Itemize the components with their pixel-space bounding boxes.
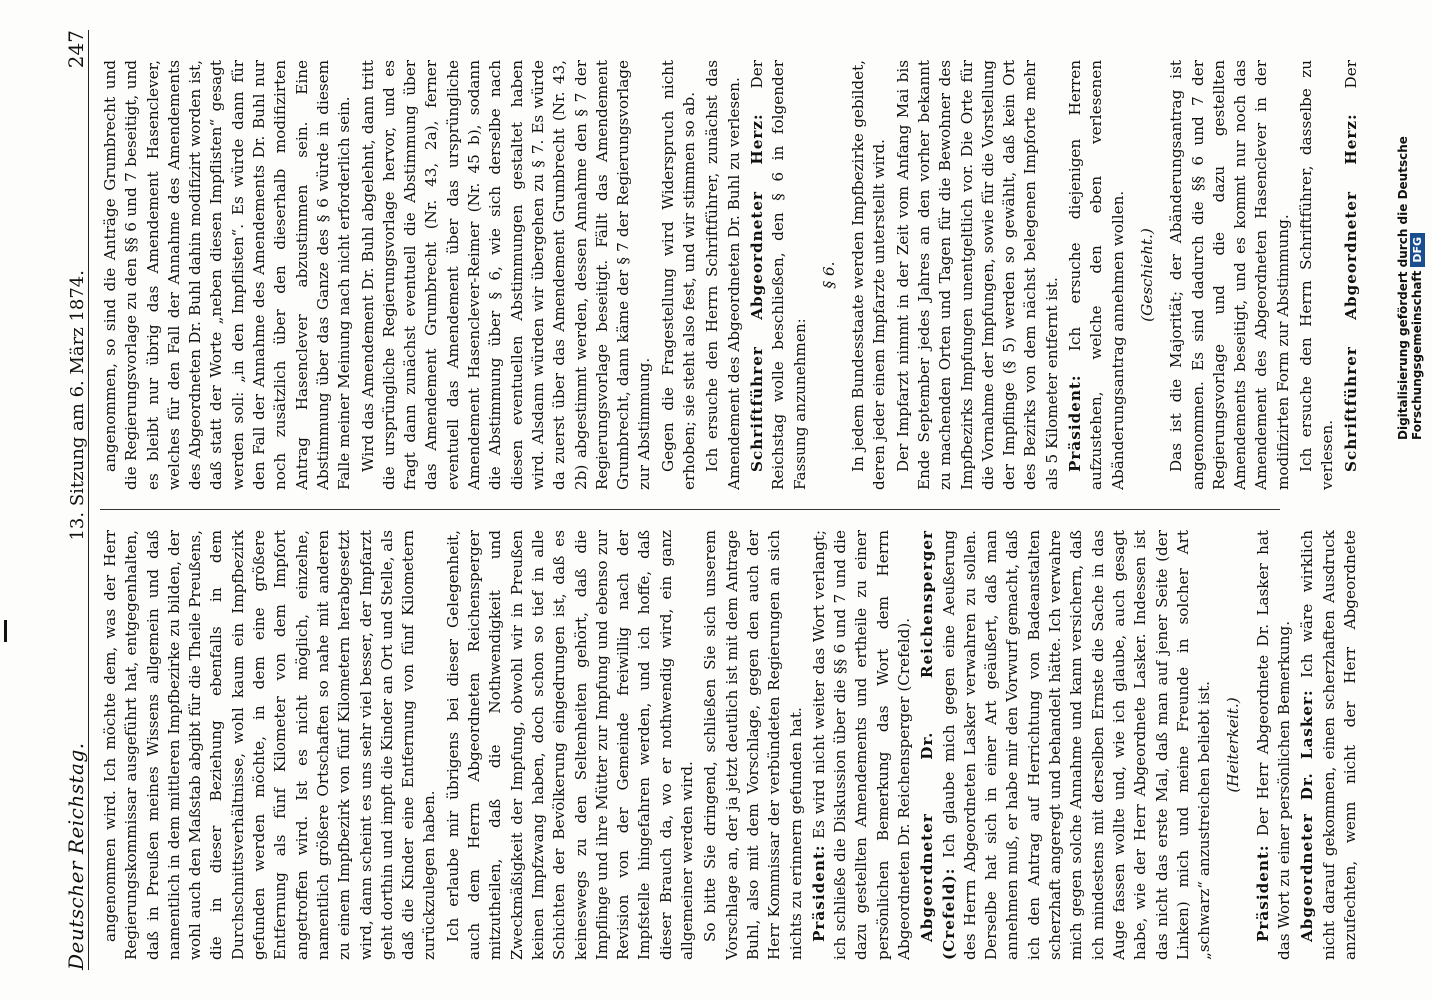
paragraph	[1297, 530, 1360, 960]
digitization-credit	[1396, 0, 1425, 440]
paragraph-text: angenommen wird. Ich möchte dem, was der Herr Regierungskommissar ausgeführt hat, entgegenhalten, daß in Preußen meines Wissens allgemein und daß namentlich in dem mittleren Impfbezirke zu bilden, der wohl auch den Maßstab abgibt für die Theile Preußens, die in dieser Beziehung ebenfalls in dem Durchschnittsverhältnisse, wohl kaum ein Impfbezirk gefunden werden möchte, in dem eine größere Entfernung als fünf Kilometer von dem Impfort angetroffen wird. Ist es nicht möglich, einzelne, namentlich größere Ortschaften so nahe mit anderen zu einem Impfbezirk von fünf Kilometern herabgesetzt wird, dann scheint es uns sehr viel besser, der Impfarzt geht dorthin und impft die Kinder an Ort und Stelle, als daß die Kinder eine Entfernung von fünf Kilometern zurückzulegen haben.	[101, 530, 439, 960]
paragraph-text: Ich ersuche diejenigen Herren aufzustehen, welche den eben verlesenen Abänderungsantrag annehmen wollen.	[1066, 60, 1127, 490]
speaker-name: Schriftführer Abgeordneter Herz:	[747, 113, 766, 472]
paragraph	[1341, 60, 1360, 490]
paragraph	[893, 60, 1063, 490]
paragraph-text: Es wird nicht weiter das Wort verlangt; ich schließe die Diskussion über die §§ 6 und 7 und die dazu gestellten Amendements und ertheile zu einer persönlichen Bemerkung das Wort dem Herrn Abgeordneten Dr. Reichensperger (Crefeld).	[809, 530, 913, 960]
digitization-text: Digitalisierung gefördert durch die Deutsche Forschungsgemeinschaft	[1396, 136, 1424, 440]
paragraph	[443, 530, 699, 960]
dfg-logo: DFG	[1410, 233, 1425, 267]
paragraph-text: So bitte Sie dringend, schließen Sie sich unserem Vorschlage an, der ja jetzt deutlich ist mit dem Antrage Buhl, also mit dem Vorschlage, gegen den auch der Herr Kommissar der verbündeten Regierungen an sich nichts zu erinnern gefunden hat.	[701, 530, 805, 960]
paragraph-text: angenommen, so sind die Anträge Grumbrecht und die Regierungsvorlage zu den §§ 6 und 7 beseitigt, und es bleibt nur übrig das Amendement Hasenclever, welches für den Fall der Annahme des Amendements des Abgeordneten Dr. Buhl dahin modifizirt worden ist, daß statt der Worte „neben diesen Impflisten“ gesagt werden soll: „in den Impflisten“. Es würde dann für den Fall der Annahme des Amendements Dr. Buhl nur noch zusätzlich über den dieserhalb modifizirten Antrag Hasenclever abzustimmen sein. Eine Abstimmung über das Ganze des § 6 würde in diesem Falle meiner Meinung nach nicht erforderlich sein.	[101, 60, 354, 490]
paragraph	[1065, 60, 1129, 490]
left-text-column	[100, 530, 1360, 960]
paragraph	[1296, 60, 1339, 490]
paragraph	[100, 530, 441, 960]
paragraph-text: Das ist die Majorität; der Abänderungsantrag ist angenommen. Es sind dadurch die §§ 6 und 7 der Regierungsvorlage und die dazu gestellten Amendements beseitigt, und es kommt nur noch das Amendement des Abgeordneten Hasenclever in der modifizirten Form zur Abstimmung.	[1167, 60, 1292, 490]
paragraph	[848, 60, 891, 490]
paragraph-text: Ich glaube mich gegen eine Aeußerung des Herrn Abgeordneten Lasker verwahren zu sollen. Derselbe hat sich in einer Art geäußert, daß man annehmen muß, er habe mir den Vorwurf gemacht, daß ich den Antrag auf Herrichtung von Badeanstalten scherzhaft angeregt und behandelt hätte. Ich verwahre mich gegen solche Annahme und kann versichern, daß ich mindestens mit derselben Ernste die Sache in das Auge fassen wollte und, wie ich glaube, auch gesagt habe, wie der Herr Abgeordnete Lasker. Indessen ist das nicht das erste Mal, daß man auf jener Seite (der Linken) mich und meine Freunde in solcher Art „schwarz“ anzustreichen beliebt ist.	[939, 530, 1214, 960]
paragraph-text: Der Reichstag wolle beschließen, den § 6 in folgender Fassung anzunehmen:	[747, 60, 809, 490]
journal-title: Deutscher Reichstag.	[64, 742, 88, 970]
right-text-column	[100, 60, 1360, 490]
column-divider	[100, 509, 1280, 510]
paragraph-text: Ich wäre wirklich nicht darauf gekommen, einen scherzhaften Ausdruck anzufechten, wenn nicht der Herr Abgeordnete	[1298, 530, 1359, 960]
page-number: 247	[64, 30, 88, 69]
paragraph	[358, 60, 656, 490]
paragraph	[809, 530, 915, 960]
speaker-name: Abgeordneter Dr. Reichensperger (Crefeld):	[918, 530, 958, 960]
paragraph	[100, 60, 356, 490]
paragraph	[658, 60, 701, 490]
paragraph	[1166, 60, 1294, 490]
speaker-name: Präsident:	[809, 844, 828, 942]
paragraph-text: Ich ersuche den Herrn Schriftführer, dasselbe zu verlesen.	[1297, 60, 1337, 490]
paragraph-text: Der Impfarzt nimmt in der Zeit vom Anfang Mai bis Ende September jedes Jahres an den vorher bekannt zu machenden Orten und Tagen für die Bewohner des Impfbezirks Impfungen unentgeltlich vor. Die Orte für die Vornahme der Impfungen, sowie für die Vorstellung der Impflinge (§ 5) werden so gewählt, daß kein Ort des Bezirks von dem nächst belegenen Impforte mehr als 5 Kilometer entfernt ist.	[893, 60, 1061, 490]
speaker-name: Abgeordneter Dr. Lasker:	[1298, 689, 1317, 942]
paragraph-text: Ich erlaube mir übrigens bei dieser Gelegenheit, auch dem Herrn Abgeordneten Reichensperger mitzutheilen, daß die Nothwendigkeit und Zweckmäßigkeit der Impfung, obwohl wir in Preußen keinen Impfzwang haben, doch schon so tief in alle Schichten der Bevölkerung eingedrungen ist, daß es keineswegs zu den Seltenheiten gehört, daß die Impflinge und ihre Mütter zur Impfung und ebenso zur Revision von der Gemeinde freiwillig nach der Impfstelle hingefahren werden, und ich hoffe, daß dieser Brauch da, wo er nothwendig wird, ein ganz allgemeiner werden wird.	[443, 530, 697, 960]
paragraph	[700, 530, 806, 960]
speaker-name: Schriftführer Abgeordneter Herz:	[1341, 113, 1360, 472]
stage-direction: § 6.	[819, 261, 838, 289]
speaker-name: Präsident:	[1253, 844, 1272, 942]
stage-direction: (Heiterkeit.)	[1224, 697, 1243, 793]
paragraph-text: Der	[1341, 60, 1360, 89]
paragraph	[747, 60, 811, 490]
speaker-name: Präsident:	[1066, 374, 1085, 472]
paragraph-text: Ich ersuche den Herrn Schriftführer, zunächst das Amendement des Abgeordneten Dr. Buhl zu verlesen.	[703, 60, 743, 490]
session-line: 13. Sitzung am 6. März 1874.	[67, 270, 88, 541]
paragraph	[1253, 530, 1296, 960]
paragraph-text: Wird das Amendement Dr. Buhl abgelehnt, dann tritt die ursprüngliche Regierungsvorlage hervor, und es fragt dann zunächst eventuell die Abstimmung über das Amendement Grumbrecht (Nr. 43, 2a), ferner eventuell das Amendement über das ursprüngliche Amendement Hasenclever-Reimer (Nr. 45 b), sodann die Abstimmung über § 6, wie sich derselbe nach diesen eventuellen Abstimmungen gestaltet haben wird. Alsdann würden wir übergehen zu § 7. Es würde da zuerst über das Amendement Grumbrecht (Nr. 43, 2b) abgestimmt werden, dessen Annahme den § 7 der Regierungsvorlage beseitigt. Fällt das Amendement Grumbrecht, dann käme der § 7 der Regierungsvorlage zur Abstimmung.	[358, 60, 654, 490]
stage-direction: (Geschieht.)	[1137, 228, 1156, 322]
paragraph-text: Gegen die Fragestellung wird Widerspruch nicht erhoben; sie steht also fest, und wir stimmen so ab.	[658, 60, 699, 490]
paragraph	[917, 530, 1215, 960]
paragraph-text: Der Herr Abgeordnete Dr. Lasker hat das Wort zu einer persönlichen Bemerkung.	[1253, 530, 1294, 960]
paragraph	[702, 60, 745, 490]
paragraph-text: In jedem Bundesstaate werden Impfbezirke gebildet, deren jeder einem Impfarzte unterstellt wird.	[849, 60, 889, 490]
page-header	[48, 30, 89, 970]
